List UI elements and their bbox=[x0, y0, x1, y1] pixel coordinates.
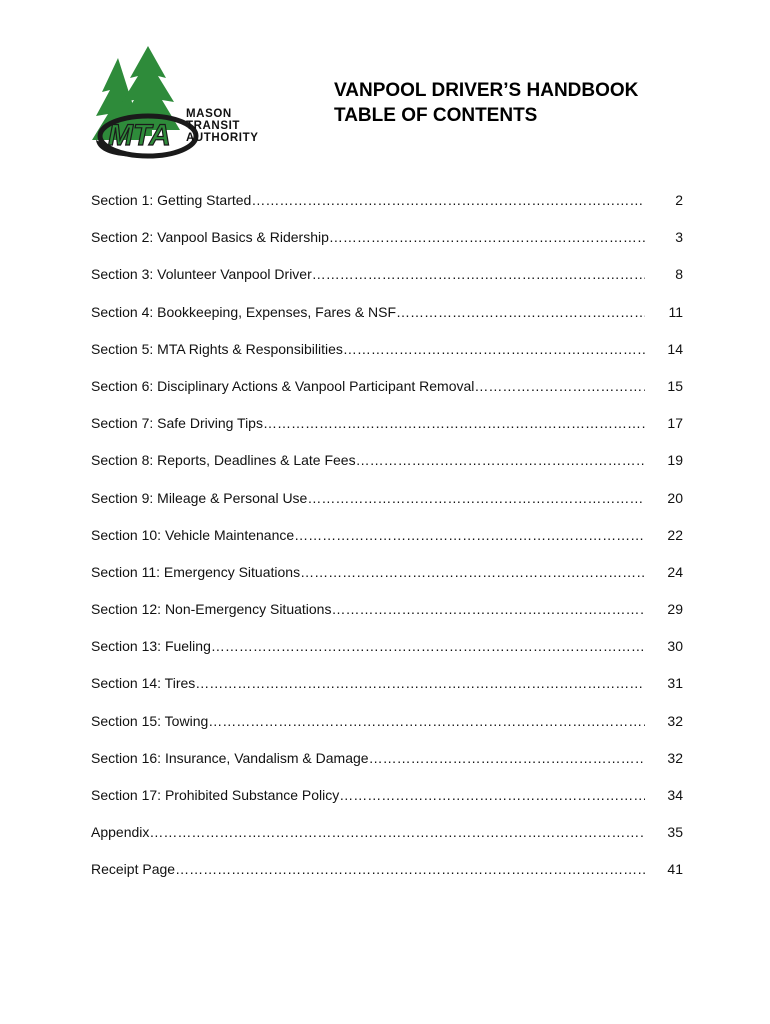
toc-row bbox=[91, 303, 683, 340]
toc-dot-leader bbox=[251, 191, 645, 209]
toc-page-number: 32 bbox=[667, 712, 683, 729]
toc-entry-label: Section 5: MTA Rights & Responsibilities bbox=[91, 340, 343, 357]
toc-row bbox=[91, 674, 683, 711]
toc-entry-label: Section 7: Safe Driving Tips bbox=[91, 415, 263, 432]
mta-logo-graphic bbox=[88, 44, 288, 164]
toc-entry-label: Section 8: Reports, Deadlines & Late Fees bbox=[91, 452, 356, 469]
toc-dot-leader bbox=[329, 228, 645, 246]
mta-logo-abbrev: MTA bbox=[108, 119, 171, 152]
toc-page-number: 2 bbox=[675, 192, 683, 208]
toc-row bbox=[91, 749, 683, 786]
toc-page-number: 22 bbox=[667, 526, 683, 543]
toc-page-number: 19 bbox=[667, 452, 683, 469]
toc-dot-leader bbox=[300, 563, 645, 581]
toc-dot-leader bbox=[343, 340, 645, 358]
toc-page-number: 34 bbox=[667, 787, 683, 803]
toc-dot-leader bbox=[149, 823, 645, 841]
title-line-1: VANPOOL DRIVER’S HANDBOOK bbox=[334, 80, 639, 101]
toc-row bbox=[91, 563, 683, 600]
toc-dot-leader bbox=[369, 749, 645, 767]
mta-logo bbox=[88, 44, 288, 164]
toc-dot-leader bbox=[356, 451, 645, 469]
toc-entry-label: Receipt Page bbox=[91, 861, 176, 878]
toc-page-number: 17 bbox=[667, 415, 683, 432]
toc-row bbox=[91, 265, 683, 302]
toc-page-number: 41 bbox=[667, 861, 683, 878]
toc-page-number: 24 bbox=[667, 563, 683, 580]
toc-row bbox=[91, 489, 683, 526]
toc-page-number: 35 bbox=[667, 824, 683, 841]
toc-entry-label: Section 11: Emergency Situations bbox=[91, 563, 301, 580]
toc-page-number: 30 bbox=[667, 638, 683, 655]
toc-entry-label: Section 15: Towing bbox=[91, 712, 209, 729]
toc-dot-leader bbox=[339, 786, 645, 804]
toc-row bbox=[91, 823, 683, 860]
toc-row bbox=[91, 600, 683, 637]
toc-entry-label: Section 1: Getting Started bbox=[91, 192, 252, 208]
logo-word-authority: AUTHORITY bbox=[186, 132, 259, 144]
toc-page-number: 11 bbox=[668, 303, 683, 320]
toc-entry-label: Section 12: Non-Emergency Situations bbox=[91, 601, 332, 618]
toc-dot-leader bbox=[474, 377, 645, 395]
toc-dot-leader bbox=[294, 526, 645, 544]
toc-entry-label: Section 17: Prohibited Substance Policy bbox=[91, 787, 340, 803]
toc-dot-leader bbox=[208, 712, 645, 730]
toc-row bbox=[91, 637, 683, 674]
toc-entry-label: Section 3: Volunteer Vanpool Driver bbox=[91, 266, 312, 283]
toc-entry-label: Section 16: Insurance, Vandalism & Damage bbox=[91, 749, 369, 766]
toc-row bbox=[91, 712, 683, 749]
toc-row bbox=[91, 786, 683, 823]
toc-row bbox=[91, 526, 683, 563]
toc-row bbox=[91, 414, 683, 451]
toc-dot-leader bbox=[331, 600, 645, 618]
toc-entry-label: Section 10: Vehicle Maintenance bbox=[91, 526, 295, 543]
table-of-contents bbox=[91, 191, 683, 898]
logo-word-transit: TRANSIT bbox=[186, 120, 241, 132]
toc-page-number: 31 bbox=[667, 675, 683, 692]
logo-wordmark bbox=[186, 108, 258, 144]
toc-dot-leader bbox=[263, 414, 645, 432]
toc-page-number: 20 bbox=[667, 489, 683, 506]
toc-dot-leader bbox=[396, 303, 645, 321]
toc-page-number: 3 bbox=[675, 229, 683, 246]
toc-dot-leader bbox=[312, 265, 645, 283]
toc-row bbox=[91, 451, 683, 488]
toc-page-number: 8 bbox=[675, 266, 683, 283]
toc-page-number: 29 bbox=[667, 601, 683, 618]
toc-entry-label: Appendix bbox=[91, 824, 150, 841]
toc-entry-label: Section 6: Disciplinary Actions & Vanpool Participant Removal bbox=[91, 377, 475, 394]
document-title bbox=[334, 78, 638, 128]
toc-entry-label: Section 2: Vanpool Basics & Ridership bbox=[91, 229, 329, 246]
toc-dot-leader bbox=[175, 860, 645, 878]
toc-dot-leader bbox=[307, 489, 645, 507]
toc-row bbox=[91, 191, 683, 228]
toc-row bbox=[91, 340, 683, 377]
logo-word-mason: MASON bbox=[186, 108, 232, 120]
toc-row bbox=[91, 377, 683, 414]
toc-row bbox=[91, 228, 683, 265]
toc-dot-leader bbox=[211, 637, 645, 655]
toc-dot-leader bbox=[195, 674, 645, 692]
toc-entry-label: Section 14: Tires bbox=[91, 675, 196, 692]
toc-page-number: 14 bbox=[667, 340, 683, 357]
title-line-2: TABLE OF CONTENTS bbox=[334, 105, 538, 126]
toc-entry-label: Section 9: Mileage & Personal Use bbox=[91, 489, 308, 506]
toc-page-number: 32 bbox=[667, 749, 683, 766]
toc-row bbox=[91, 860, 683, 897]
toc-page-number: 15 bbox=[667, 377, 683, 394]
toc-entry-label: Section 4: Bookkeeping, Expenses, Fares & NSF bbox=[91, 303, 397, 320]
toc-entry-label: Section 13: Fueling bbox=[91, 638, 211, 655]
